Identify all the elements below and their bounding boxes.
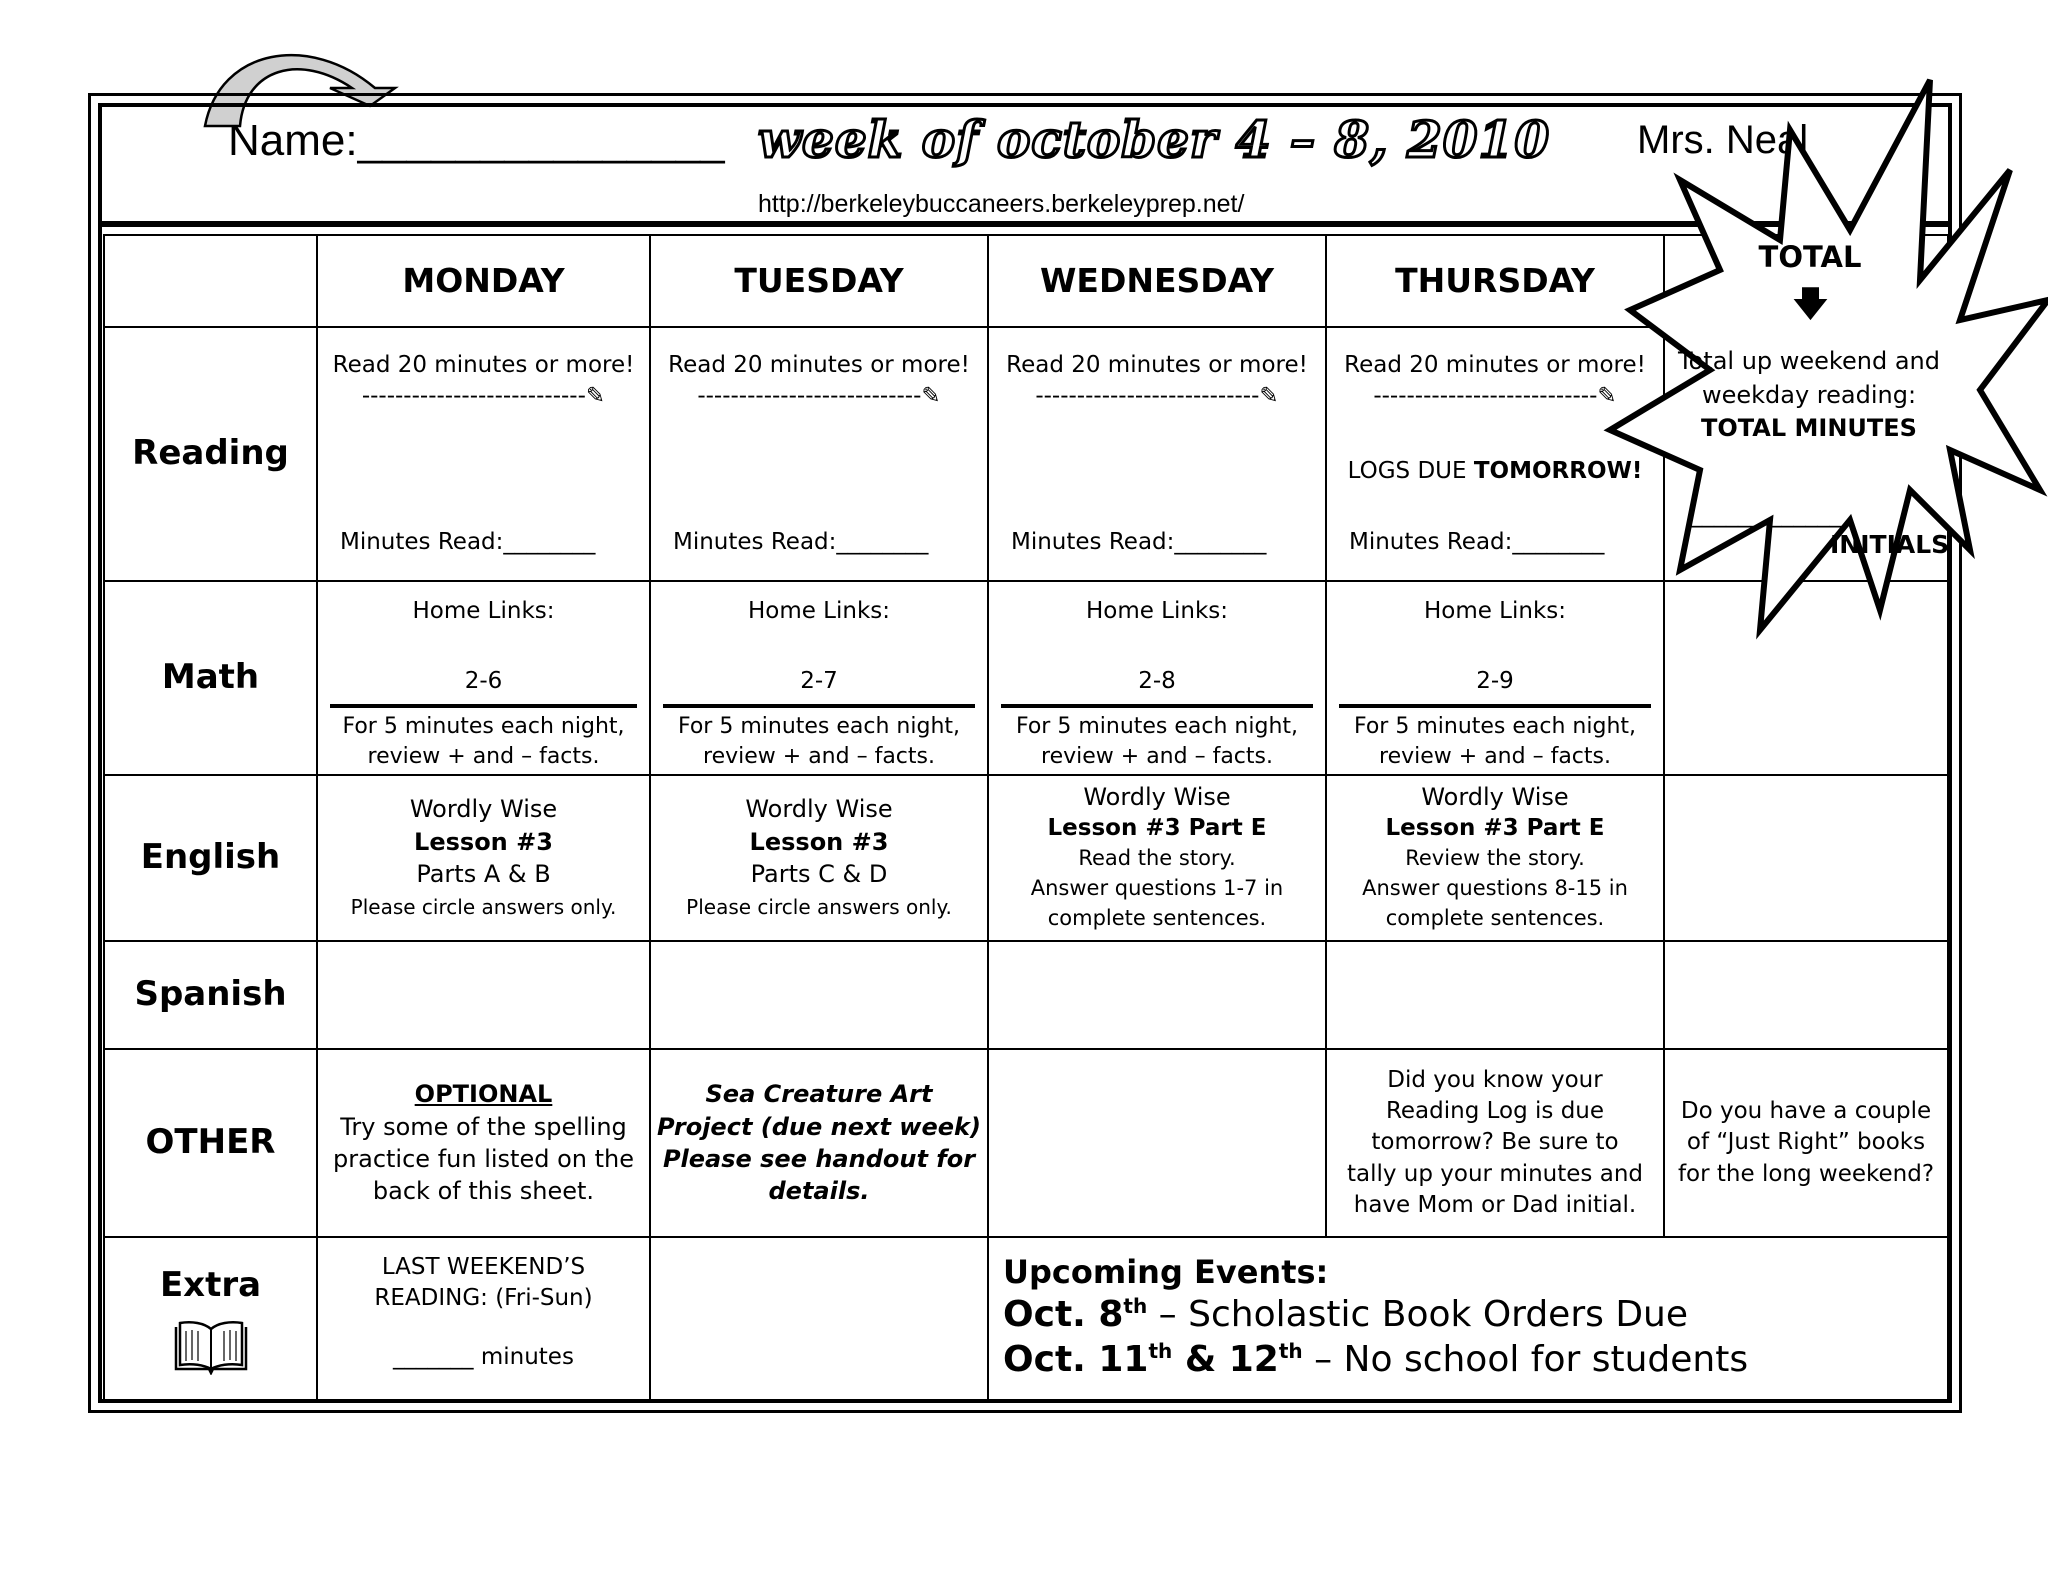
row-label-math: Math: [104, 581, 317, 775]
home-link-number: 2-8: [1138, 668, 1176, 694]
down-arrow-icon: 🡇: [1793, 285, 1828, 323]
other-wednesday: [988, 1049, 1326, 1237]
other-total: Do you have a couple of “Just Right” books for the long weekend?: [1664, 1049, 1948, 1237]
logs-due-note: LOGS DUE TOMORROW!: [1347, 458, 1643, 484]
english-row: [104, 775, 1948, 941]
pencil-icon: ✎: [1597, 383, 1617, 410]
total-instructions: Total up weekend and weekday reading: TOTAL MINUTES: [1678, 347, 1940, 443]
row-label-english: English: [104, 775, 317, 941]
extra-row: [104, 1237, 1948, 1401]
other-row: [104, 1049, 1948, 1237]
total-title: TOTAL: [1758, 240, 1862, 274]
events-heading: Upcoming Events:: [1003, 1253, 1329, 1291]
spanish-tuesday: [650, 941, 988, 1049]
row-label-reading: Reading: [104, 327, 317, 581]
corner-cell: [104, 235, 317, 327]
dash-line: ---------------------------: [361, 383, 586, 410]
minutes-read-field[interactable]: Minutes Read:________: [1349, 528, 1605, 555]
math-note: For 5 minutes each night, review + and – facts.: [342, 714, 625, 769]
day-monday: MONDAY: [317, 235, 650, 327]
row-label-other: OTHER: [104, 1049, 317, 1237]
day-thursday: THURSDAY: [1326, 235, 1664, 327]
reading-task: Read 20 minutes or more!: [1344, 352, 1646, 378]
total-blank-fields[interactable]: ______ ______: [1690, 500, 1842, 528]
home-links-label: Home Links:: [747, 598, 891, 624]
teacher-name: Mrs. Neal: [1637, 118, 1809, 162]
spanish-thursday: [1326, 941, 1664, 1049]
dash-line: ---------------------------: [1035, 383, 1260, 410]
dash-line: ---------------------------: [697, 383, 922, 410]
book-icon: [172, 1319, 250, 1375]
reading-wednesday: [988, 327, 1326, 581]
upcoming-events: [988, 1237, 1948, 1401]
divider: [1001, 704, 1313, 708]
row-label-spanish: Spanish: [104, 941, 317, 1049]
divider: [1339, 704, 1651, 708]
page-title: week of october 4 – 8, 2010: [758, 110, 1551, 169]
other-tuesday: Sea Creature Art Project (due next week) Please see handout for details.: [650, 1049, 988, 1237]
divider: [330, 704, 637, 708]
math-monday: [317, 581, 650, 775]
spanish-wednesday: [988, 941, 1326, 1049]
divider: [663, 704, 975, 708]
reading-monday: [317, 327, 650, 581]
event-item: Oct. 11th & 12th – No school for students: [1003, 1339, 1749, 1380]
initials-label: INITIALS: [1830, 530, 1950, 559]
minutes-read-field[interactable]: Minutes Read:________: [673, 528, 929, 555]
other-monday: OPTIONAL Try some of the spelling practice fun listed on the back of this sheet.: [317, 1049, 650, 1237]
class-website-link[interactable]: http://berkeleybuccaneers.berkeleyprep.net/: [758, 190, 1245, 218]
math-wednesday: [988, 581, 1326, 775]
english-thursday: Wordly Wise Lesson #3 Part E Review the story. Answer questions 8-15 in complete sentences.: [1326, 775, 1664, 941]
extra-tuesday: [650, 1237, 988, 1401]
reading-task: Read 20 minutes or more!: [668, 352, 970, 378]
home-links-label: Home Links:: [1423, 598, 1567, 624]
home-links-label: Home Links:: [412, 598, 555, 624]
math-note: For 5 minutes each night, review + and – facts.: [1353, 714, 1637, 769]
row-label-extra: Extra: [104, 1237, 317, 1401]
pencil-icon: ✎: [921, 383, 941, 410]
english-wednesday: Wordly Wise Lesson #3 Part E Read the story. Answer questions 1-7 in complete sentences.: [988, 775, 1326, 941]
pencil-icon: ✎: [585, 383, 606, 410]
extra-monday: LAST WEEKEND’S READING: (Fri-Sun) _______ minutes: [317, 1237, 650, 1401]
pencil-icon: ✎: [1259, 383, 1279, 410]
math-tuesday: [650, 581, 988, 775]
dash-line: ---------------------------: [1373, 383, 1598, 410]
home-link-number: 2-9: [1476, 668, 1514, 694]
home-link-number: 2-7: [800, 668, 838, 694]
home-link-number: 2-6: [464, 668, 503, 694]
day-tuesday: TUESDAY: [650, 235, 988, 327]
minutes-read-field[interactable]: Minutes Read:________: [340, 528, 596, 555]
english-total: [1664, 775, 1948, 941]
name-field[interactable]: Name:_______________: [228, 116, 725, 165]
spanish-row: [104, 941, 1948, 1049]
reading-task: Read 20 minutes or more!: [332, 352, 635, 378]
reading-task: Read 20 minutes or more!: [1006, 352, 1308, 378]
math-note: For 5 minutes each night, review + and – facts.: [1015, 714, 1299, 769]
weekend-minutes-field[interactable]: _______ minutes: [393, 1344, 574, 1371]
math-note: For 5 minutes each night, review + and – facts.: [677, 714, 961, 769]
other-thursday: Did you know your Reading Log is due tomorrow? Be sure to tally up your minutes and have Mom or Dad initial.: [1326, 1049, 1664, 1237]
home-links-label: Home Links:: [1085, 598, 1229, 624]
minutes-read-field[interactable]: Minutes Read:________: [1011, 528, 1267, 555]
event-item: Oct. 8th – Scholastic Book Orders Due: [1003, 1294, 1689, 1335]
spanish-monday: [317, 941, 650, 1049]
day-wednesday: WEDNESDAY: [988, 235, 1326, 327]
english-tuesday: Wordly Wise Lesson #3 Parts C & D Please circle answers only.: [650, 775, 988, 941]
english-monday: Wordly Wise Lesson #3 Parts A & B Please circle answers only.: [317, 775, 650, 941]
spanish-total: [1664, 941, 1948, 1049]
reading-tuesday: [650, 327, 988, 581]
